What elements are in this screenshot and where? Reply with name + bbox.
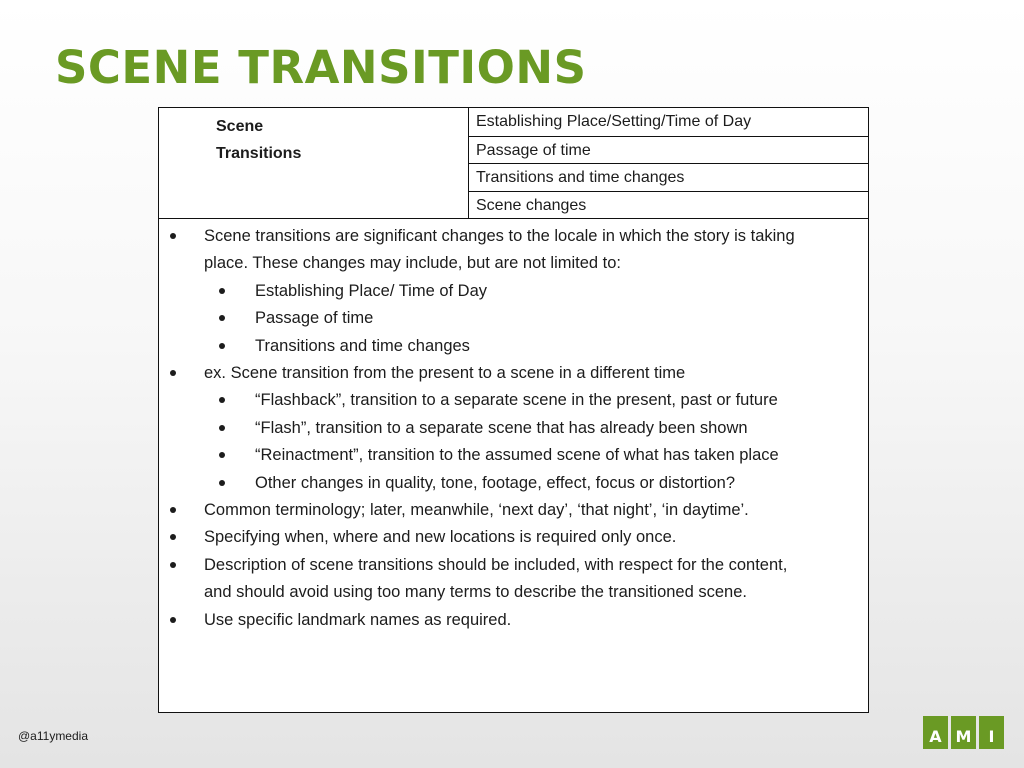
bullet-text: Common terminology; later, meanwhile, ‘next day’, ‘that night’, ‘in daytime’. [204,501,749,520]
bullet-icon [219,288,225,294]
bullet-text: Passage of time [255,309,374,328]
bullet-item [159,278,868,305]
header-item: Transitions and time changes [469,163,869,191]
logo-letter: M [951,716,976,749]
bullet-text: “Flashback”, transition to a separate scene in the present, past or future [255,391,778,410]
bullet-text: Specifying when, where and new locations is required only once. [204,528,677,547]
social-handle: @a11ymedia [18,729,88,743]
bullet-text: “Reinactment”, transition to the assumed scene of what has taken place [255,446,779,465]
bullet-icon [219,425,225,431]
bullet-item [159,415,868,442]
bullet-icon [170,233,176,239]
bullet-text: “Flash”, transition to a separate scene that has already been shown [255,418,748,437]
bullet-icon [219,480,225,486]
bullet-list [159,219,868,634]
header-items [468,108,869,218]
bullet-icon [170,534,176,540]
bullet-text: Description of scene transitions should be included, with respect for the content, [204,555,788,574]
header-item: Establishing Place/Setting/Time of Day [476,113,752,130]
bullet-icon [219,397,225,403]
bullet-text: Use specific landmark names as required. [204,610,512,629]
slide-title: SCENE TRANSITIONS [55,41,587,94]
bullet-item [159,305,868,332]
bullet-item [159,552,868,579]
bullet-item [159,442,868,469]
bullet-item [159,223,868,250]
bullet-text: Establishing Place/ Time of Day [255,281,488,300]
bullet-item [159,524,868,551]
logo-letter: I [979,716,1004,749]
table-header-row [159,108,868,219]
bullet-item [159,607,868,634]
header-label-line: Scene [216,118,264,135]
content-table [158,107,869,713]
bullet-text: place. These changes may include, but are not limited to: [204,254,622,273]
header-item: Passage of time [469,136,869,164]
bullet-item [159,333,868,360]
ami-logo [923,716,1004,749]
bullet-icon [219,452,225,458]
bullet-text: Scene transitions are significant changes to the locale in which the story is taking [204,227,795,245]
bullet-item [159,497,868,524]
bullet-item [159,387,868,414]
bullet-icon [219,343,225,349]
bullet-icon [219,315,225,321]
logo-letter: A [923,716,948,749]
bullet-item [159,360,868,387]
bullet-item [159,250,868,277]
header-item: Scene changes [469,191,869,219]
bullet-item [159,470,868,497]
bullet-icon [170,617,176,623]
bullet-text: and should avoid using too many terms to describe the transitioned scene. [204,583,747,602]
header-label [216,113,301,167]
bullet-item [159,579,868,606]
header-label-line: Transitions [216,145,302,162]
bullet-text: Transitions and time changes [255,336,470,355]
bullet-text: Other changes in quality, tone, footage, effect, focus or distortion? [255,473,736,492]
bullet-icon [170,370,176,376]
bullet-icon [170,562,176,568]
bullet-icon [170,507,176,513]
bullet-text: ex. Scene transition from the present to a scene in a different time [204,364,686,383]
